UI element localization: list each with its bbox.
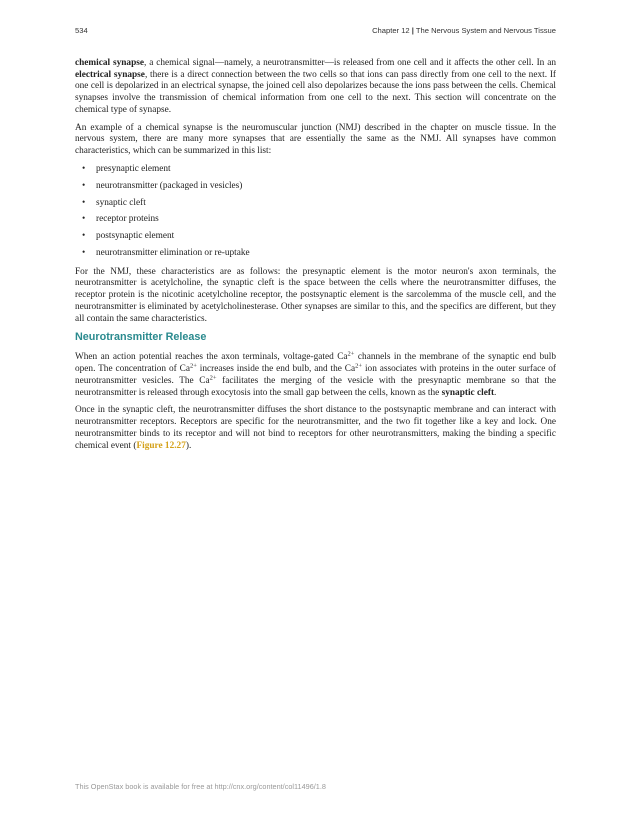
paragraph-text: facilitates the merging of the vesicle with the presynaptic membrane so that the neurotransmitter is released through exocytosis into the small gap between the cells, known as the bbox=[75, 375, 556, 398]
chapter-heading bbox=[372, 26, 556, 35]
paragraph-text: increases inside the end bulb, and the Ca bbox=[196, 364, 356, 375]
superscript: 2+ bbox=[209, 374, 217, 382]
term-chemical-synapse: chemical synapse bbox=[75, 58, 144, 68]
superscript: 2+ bbox=[189, 362, 197, 370]
bullet-icon: • bbox=[82, 180, 86, 191]
bullet-icon: • bbox=[82, 247, 86, 258]
chapter-label: Chapter 12 bbox=[372, 26, 410, 35]
page-footer: This OpenStax book is available for free at http://cnx.org/content/col11496/1.8 bbox=[75, 782, 326, 791]
paragraph-receptor-binding bbox=[75, 405, 556, 452]
paragraph-text: ion associates with proteins in the outer surface of neurotransmitter vesicles. The Ca bbox=[75, 364, 556, 386]
paragraph-release bbox=[75, 352, 556, 399]
list-item bbox=[75, 181, 556, 198]
paragraph-text: Once in the synaptic cleft, the neurotransmitter diffuses the short distance to the postsynaptic membrane and can interact with neurotransmitter receptors. Receptors are specific for the neurotransmitter, and the two fit together like a key and lock. One neurotransmitter binds to its receptor and will not bind to receptors for other neurotransmitters, making the binding a specific chemical event ( bbox=[75, 405, 556, 451]
paragraph-text: , a chemical signal—namely, a neurotransmitter—is released from one cell and it affects the other cell. In an bbox=[144, 58, 556, 68]
paragraph-synapse-types bbox=[75, 58, 556, 117]
main-content bbox=[75, 58, 556, 458]
figure-link[interactable]: Figure 12.27 bbox=[136, 440, 186, 451]
page-number: 534 bbox=[75, 26, 88, 35]
section-heading: Neurotransmitter Release bbox=[75, 331, 207, 344]
paragraph-text: . bbox=[494, 387, 497, 398]
paragraph-text: , there is a direct connection between the two cells so that ions can pass directly from one cell to the next. If one cell is depolarized in an electrical synapse, the joined cell also depolarizes because the ions pass between the cells. Chemical synapses involve the transmission of chemical information from one cell to the next. This section will concentrate on the chemical type of synapse. bbox=[75, 69, 557, 115]
list-item-text: neurotransmitter elimination or re-uptake bbox=[96, 247, 250, 258]
superscript: 2+ bbox=[347, 350, 355, 358]
list-item-text: presynaptic element bbox=[96, 164, 171, 174]
list-item bbox=[75, 164, 556, 181]
paragraph-text: ). bbox=[185, 440, 192, 451]
header-separator: | bbox=[411, 26, 414, 35]
term-electrical-synapse: electrical synapse bbox=[75, 69, 145, 80]
chapter-title: The Nervous System and Nervous Tissue bbox=[415, 26, 556, 35]
paragraph-nmj-example: An example of a chemical synapse is the neuromuscular junction (NMJ) described in the chapter on muscle tissue. In the nervous system, there are many more synapses that are essentially the same as the NMJ. All synapses have common characteristics, which can be summarized in this list: bbox=[75, 122, 556, 157]
bullet-icon: • bbox=[82, 164, 86, 174]
bullet-icon: • bbox=[82, 231, 86, 242]
list-item bbox=[75, 214, 556, 231]
paragraph-nmj-characteristics: For the NMJ, these characteristics are as follows: the presynaptic element is the motor neuron's axon terminals, the neurotransmitter is acetylcholine, the synaptic cleft is the space between the cells where the neurotransmitter diffuses, the receptor protein is the nicotinic acetylcholine receptor, the postsynaptic element is the sarcolemma of the muscle cell, and the neurotransmitter is eliminated by acetylcholinesterase. Other synapses are similar to this, and the specifics are different, but they all contain the same characteristics. bbox=[75, 266, 556, 324]
paragraph-text: channels in the membrane of the synaptic end bulb open. The concentration of Ca bbox=[75, 352, 556, 375]
list-item-text: synaptic cleft bbox=[96, 197, 146, 208]
list-item bbox=[75, 231, 556, 248]
term-synaptic-cleft: synaptic cleft bbox=[441, 387, 495, 398]
synapse-characteristics-list bbox=[75, 164, 556, 265]
bullet-icon: • bbox=[82, 197, 86, 208]
list-item bbox=[75, 198, 556, 215]
page-header bbox=[75, 26, 556, 35]
list-item bbox=[75, 248, 556, 265]
paragraph-text: When an action potential reaches the axon terminals, voltage-gated Ca bbox=[75, 352, 348, 363]
list-item-text: neurotransmitter (packaged in vesicles) bbox=[96, 180, 243, 191]
list-item-text: postsynaptic element bbox=[96, 231, 175, 242]
bullet-icon: • bbox=[82, 214, 86, 225]
list-item-text: receptor proteins bbox=[96, 214, 159, 225]
superscript: 2+ bbox=[355, 362, 363, 370]
